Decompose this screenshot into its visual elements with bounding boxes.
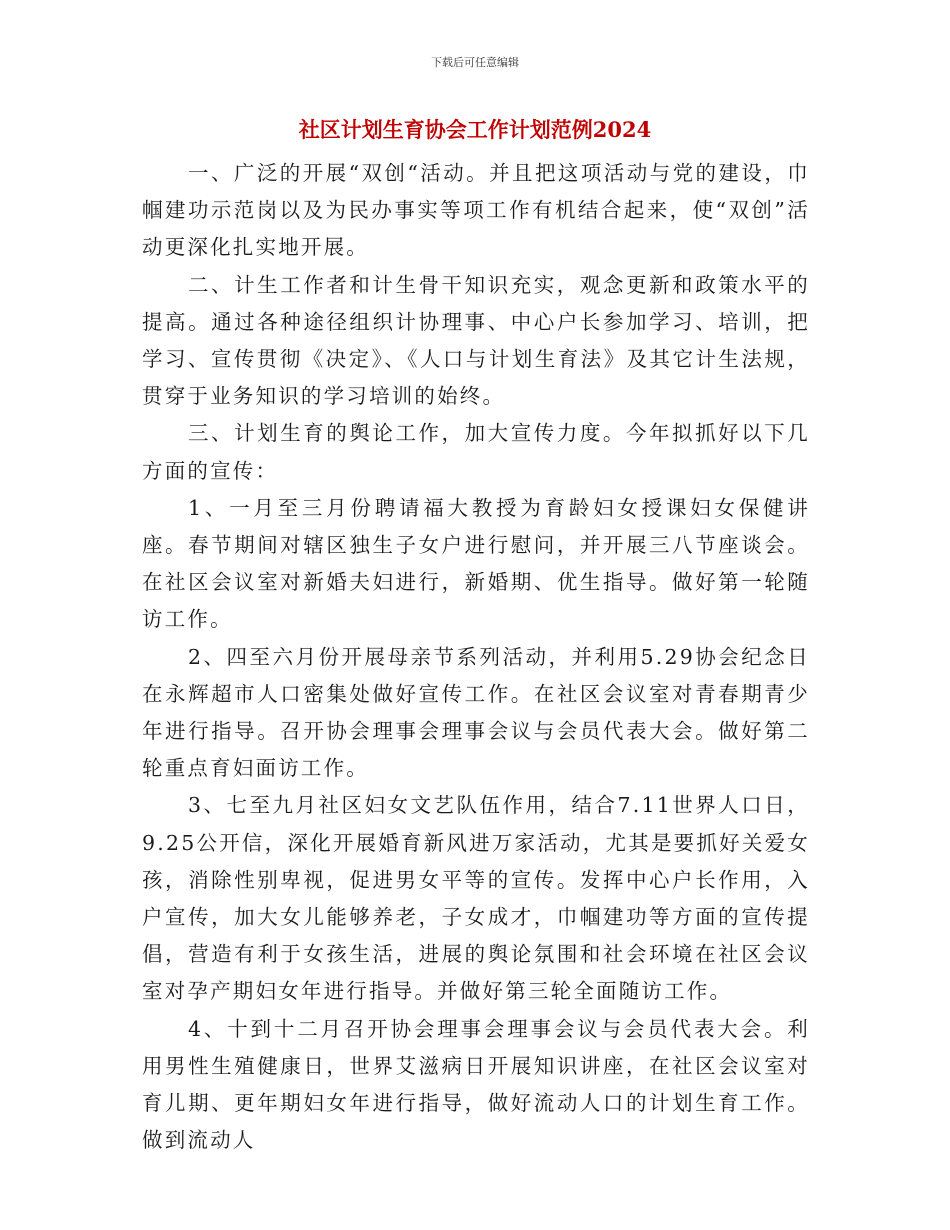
paragraph-4: 1、一月至三月份聘请福大教授为育龄妇女授课妇女保健讲座。春节期间对辖区独生子女户进行慰问，并开展三八节座谈会。在社区会议室对新婚夫妇进行，新婚期、优生指导。做好第一轮随访工作。 xyxy=(142,495,810,632)
paragraph-5: 2、四至六月份开展母亲节系列活动，并利用5.29协会纪念日在永辉超市人口密集处做好宣传工作。在社区会议室对青春期青少年进行指导。召开协会理事会理事会议与会员代表大会。做好第二轮重点育妇面访工作。 xyxy=(142,644,810,781)
document-body xyxy=(142,155,810,1159)
paragraph-3: 三、计划生育的舆论工作，加大宣传力度。今年拟抓好以下几方面的宣传： xyxy=(142,421,810,483)
document-title: 社区计划生育协会工作计划范例2024 xyxy=(298,117,652,142)
paragraph-6: 3、七至九月社区妇女文艺队伍作用，结合7.11世界人口日，9.25公开信，深化开展婚育新风进万家活动，尤其是要抓好关爱女孩，消除性别卑视，促进男女平等的宣传。发挥中心户长作用，入户宣传，加大女儿能够养老，子女成才，巾帼建功等方面的宣传提倡，营造有利于女孩生活，进展的舆论氛围和社会环境在社区会议室对孕产期妇女年进行指导。并做好第三轮全面随访工作。 xyxy=(142,793,810,1004)
paragraph-2: 二、计生工作者和计生骨干知识充实，观念更新和政策水平的提高。通过各种途径组织计协理事、中心户长参加学习、培训，把学习、宣传贯彻《决定》、《人口与计划生育法》及其它计生法规，贯穿于业务知识的学习培训的始终。 xyxy=(142,272,810,409)
page-header: 下载后可任意编辑 xyxy=(431,56,519,69)
paragraph-7: 4、十到十二月召开协会理事会理事会议与会员代表大会。利用男性生殖健康日，世界艾滋病日开展知识讲座，在社区会议室对育儿期、更年期妇女年进行指导，做好流动人口的计划生育工作。做到流动人 xyxy=(142,1016,810,1153)
paragraph-1: 一、广泛的开展“双创“活动。并且把这项活动与党的建设，巾帼建功示范岗以及为民办事实等项工作有机结合起来，使“双创”活动更深化扎实地开展。 xyxy=(142,161,810,260)
